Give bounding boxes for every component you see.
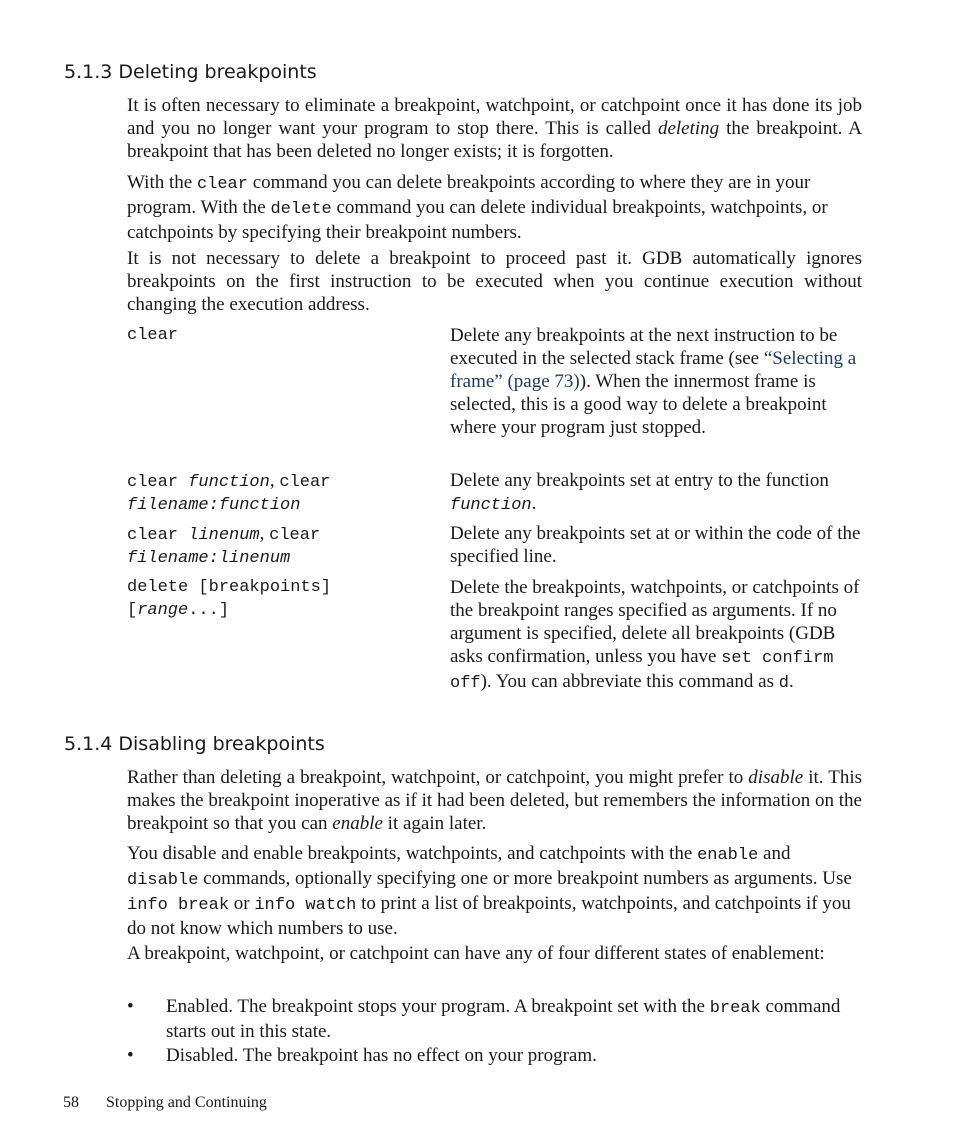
- text-run: command you can delete breakpoints according to where they are in your program. With the: [127, 172, 811, 218]
- list-item-disabled: Disabled. The breakpoint has no effect on your program.: [166, 1045, 597, 1066]
- code-text: clear: [127, 526, 189, 545]
- code-set-confirm-off: set confirm off: [450, 649, 834, 693]
- text-run: With the: [127, 172, 197, 193]
- text-run: and: [758, 843, 791, 864]
- code-break: break: [709, 999, 761, 1018]
- separator: ,: [259, 523, 270, 544]
- code-text: [: [127, 601, 138, 620]
- code-text: ...]: [188, 601, 230, 620]
- code-clear: clear: [196, 175, 248, 194]
- text-run: the breakpoint. A breakpoint that has been deleted no longer exists; it is forgotten.: [127, 118, 862, 162]
- code-d: d: [778, 674, 789, 693]
- code-italic: linenum: [188, 526, 260, 545]
- code-delete: delete: [270, 200, 332, 219]
- paragraph-deleting-intro: [127, 94, 862, 163]
- bullet-marker: •: [127, 996, 134, 1017]
- paragraph-clear-delete-commands: [127, 171, 862, 244]
- page-number: 58: [63, 1094, 79, 1111]
- code-function: function: [450, 496, 532, 515]
- text-run: it again later.: [382, 813, 487, 834]
- command-term-clear: [127, 324, 437, 347]
- text-run: ). You can abbreviate this command as: [480, 671, 779, 692]
- code-clear: clear: [127, 326, 179, 345]
- emphasis-enable: enable: [332, 813, 383, 834]
- bullet-marker: •: [127, 1045, 134, 1066]
- paragraph-enable-disable-commands: [127, 842, 862, 940]
- section-heading-deleting-breakpoints: 5.1.3 Deleting breakpoints: [64, 61, 317, 83]
- section-heading-disabling-breakpoints: 5.1.4 Disabling breakpoints: [64, 733, 325, 755]
- text-run: Enabled. The breakpoint stops your program. A breakpoint set with the: [166, 996, 710, 1017]
- code-enable: enable: [697, 846, 759, 865]
- command-definition-delete: [450, 576, 862, 695]
- paragraph-proceed-past: It is not necessary to delete a breakpoint to proceed past it. GDB automatically ignores breakpoints on the first instruction to be executed when you continue execution without changing the execution address.: [127, 248, 862, 315]
- emphasis-deleting: deleting: [657, 118, 720, 139]
- code-text: clear: [127, 473, 189, 492]
- running-footer-chapter: Stopping and Continuing: [106, 1094, 267, 1111]
- text-run: or: [229, 893, 255, 914]
- code-text: clear: [279, 473, 331, 492]
- text-run: command starts out in this state.: [166, 996, 841, 1042]
- text-run: You disable and enable breakpoints, watchpoints, and catchpoints with the: [127, 843, 698, 864]
- text-run: Delete the breakpoints, watchpoints, or catchpoints of the breakpoint ranges specified as arguments. If no argument is specified, delete all breakpoints (GDB asks confirmation, unless you have: [450, 577, 860, 667]
- text-run: commands, optionally specifying one or more breakpoint numbers as arguments. Use: [198, 868, 852, 889]
- list-item-enabled: [166, 995, 862, 1043]
- code-italic: function: [188, 473, 270, 492]
- text-run: Rather than deleting a breakpoint, watchpoint, or catchpoint, you might prefer to: [127, 767, 749, 788]
- paragraph-disable-intro: [127, 766, 862, 835]
- text-run: Delete any breakpoints at the next instruction to be executed in the selected stack frame (see: [450, 325, 838, 369]
- command-term-clear-linenum: [127, 522, 437, 570]
- command-definition-clear: [450, 324, 862, 439]
- code-text: clear: [269, 526, 321, 545]
- text-run: ). When the innermost frame is selected, this is a good way to delete a breakpoint where your program just stopped.: [450, 371, 827, 438]
- text-run: it. This makes the breakpoint inoperative as if it had been deleted, but remembers the information on the breakpoint so that you can: [127, 767, 863, 834]
- command-term-delete: [127, 576, 437, 622]
- code-info-break: info break: [127, 896, 230, 915]
- command-term-clear-function: [127, 469, 437, 517]
- command-definition-clear-function: [450, 469, 862, 517]
- command-definition-clear-linenum: Delete any breakpoints set at or within the code of the specified line.: [450, 523, 861, 567]
- code-italic: range: [137, 601, 189, 620]
- text-run: It is often necessary to eliminate a breakpoint, watchpoint, or catchpoint once it has done its job and you no longer want your program to stop there. This is called: [127, 95, 862, 139]
- separator: ,: [269, 470, 280, 491]
- text-run: .: [531, 493, 537, 514]
- code-text: delete [breakpoints]: [127, 578, 332, 597]
- text-run: .: [788, 671, 794, 692]
- code-disable: disable: [127, 871, 199, 890]
- code-italic: filename:linenum: [127, 549, 291, 568]
- code-info-watch: info watch: [254, 896, 357, 915]
- code-italic: filename:function: [127, 496, 301, 515]
- paragraph-states-of-enablement: A breakpoint, watchpoint, or catchpoint can have any of four different states of enablement:: [127, 943, 825, 964]
- emphasis-disable: disable: [748, 767, 804, 788]
- cross-reference-link[interactable]: “Selecting a frame” (page 73): [450, 348, 857, 392]
- text-run: command you can delete individual breakpoints, watchpoints, or catchpoints by specifying their breakpoint numbers.: [127, 197, 828, 243]
- text-run: Delete any breakpoints set at entry to the function: [450, 470, 829, 491]
- text-run: to print a list of breakpoints, watchpoints, and catchpoints if you do not know which numbers to use.: [127, 893, 851, 939]
